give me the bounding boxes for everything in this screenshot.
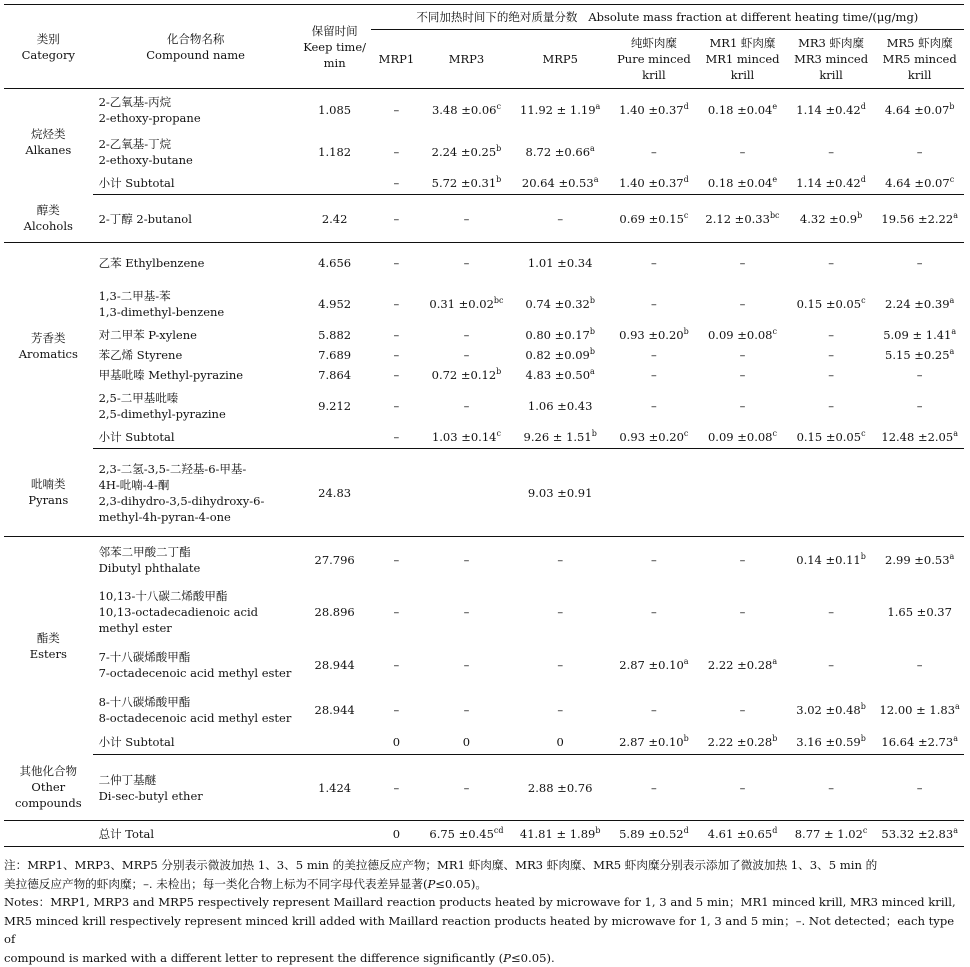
value-mrp1: –: [371, 689, 423, 731]
compound-name: 2,3-二氢-3,5-二羟基-6-甲基- 4H-吡喃-4-酮 2,3-dihydro-3,5-dihydroxy-6- methyl-4h-pyran-4-one: [93, 449, 299, 537]
category-cell: 其他化合物 Other compounds: [4, 755, 93, 821]
value-pure-krill: 0.93 ±0.20$^c$: [610, 427, 699, 449]
data-table: [4, 4, 964, 847]
value-mr1-krill: [698, 449, 787, 537]
compound-name: 总计 Total: [93, 821, 299, 847]
compound-name: 乙苯 Ethylbenzene: [93, 243, 299, 283]
value-mrp1: –: [371, 427, 423, 449]
value-pure-krill: –: [610, 283, 699, 325]
keep-time: 7.689: [299, 345, 371, 365]
value-mr1-krill: 0.09 ±0.08$^c$: [698, 325, 787, 345]
value-mrp1: –: [371, 195, 423, 243]
value-pure-krill: 1.40 ±0.37$^d$: [610, 173, 699, 195]
value-mr1-krill: –: [698, 365, 787, 385]
value-pure-krill: –: [610, 537, 699, 583]
table-row: [4, 131, 964, 173]
value-mr1-krill: –: [698, 283, 787, 325]
value-mr3-krill: 3.16 ±0.59$^b$: [787, 731, 876, 755]
value-mr1-krill: –: [698, 243, 787, 283]
compound-name: 2,5-二甲基吡嗪 2,5-dimethyl-pyrazine: [93, 385, 299, 427]
value-mr5-krill: 5.09 ± 1.41$^a$: [875, 325, 964, 345]
category-cell: [4, 821, 93, 847]
value-mrp3: –: [422, 537, 511, 583]
value-pure-krill: 2.87 ±0.10$^a$: [610, 641, 699, 689]
compound-name: 苯乙烯 Styrene: [93, 345, 299, 365]
value-pure-krill: 0.93 ±0.20$^b$: [610, 325, 699, 345]
keep-time: 9.212: [299, 385, 371, 427]
value-mrp3: –: [422, 243, 511, 283]
table-row: [4, 731, 964, 755]
compound-name: 小计 Subtotal: [93, 427, 299, 449]
value-mrp1: 0: [371, 731, 423, 755]
value-mrp5: –: [511, 641, 610, 689]
compound-name: 2-丁醇 2-butanol: [93, 195, 299, 243]
header-mass-fraction: 不同加热时间下的绝对质量分数 Absolute mass fraction at different heating time/(μg/mg): [371, 5, 964, 30]
table-row: [4, 325, 964, 345]
value-mr5-krill: [875, 449, 964, 537]
keep-time: [299, 173, 371, 195]
header-pure-krill: 纯虾肉糜 Pure minced krill: [610, 30, 699, 89]
compound-name: 10,13-十八碳二烯酸甲酯 10,13-octadecadienoic acid methyl ester: [93, 583, 299, 641]
value-mr5-krill: 12.48 ±2.05$^a$: [875, 427, 964, 449]
compound-name: 7-十八碳烯酸甲酯 7-octadecenoic acid methyl ester: [93, 641, 299, 689]
value-mr5-krill: –: [875, 243, 964, 283]
value-mr1-krill: –: [698, 345, 787, 365]
category-cell: 酯类 Esters: [4, 537, 93, 755]
value-pure-krill: –: [610, 131, 699, 173]
value-mrp3: –: [422, 689, 511, 731]
value-mrp3: –: [422, 385, 511, 427]
compound-name: 小计 Subtotal: [93, 731, 299, 755]
value-mr5-krill: –: [875, 131, 964, 173]
value-mr3-krill: –: [787, 755, 876, 821]
value-pure-krill: 2.87 ±0.10$^b$: [610, 731, 699, 755]
compound-name: 2-乙氧基-丙烷 2-ethoxy-propane: [93, 89, 299, 131]
value-mr3-krill: [787, 449, 876, 537]
value-mr5-krill: 2.24 ±0.39$^a$: [875, 283, 964, 325]
value-mr1-krill: 2.22 ±0.28$^a$: [698, 641, 787, 689]
keep-time: [299, 427, 371, 449]
category-cell: 醇类 Alcohols: [4, 195, 93, 243]
keep-time: 5.882: [299, 325, 371, 345]
value-mrp5: 8.72 ±0.66$^a$: [511, 131, 610, 173]
value-mrp3: [422, 449, 511, 537]
value-mr3-krill: –: [787, 325, 876, 345]
keep-time: 27.796: [299, 537, 371, 583]
header-mr5-krill: MR5 虾肉糜 MR5 minced krill: [875, 30, 964, 89]
value-pure-krill: –: [610, 385, 699, 427]
note-cn-line-1: 注：MRP1、MRP3、MRP5 分别表示微波加热 1、3、5 min 的美拉德反应产物；MR1 虾肉糜、MR3 虾肉糜、MR5 虾肉糜分别表示添加了微波加热 1、3、5 min 的: [4, 856, 966, 875]
compound-name: 2-乙氧基-丁烷 2-ethoxy-butane: [93, 131, 299, 173]
table-row: [4, 243, 964, 283]
header-mr1-krill: MR1 虾肉糜 MR1 minced krill: [698, 30, 787, 89]
value-mr3-krill: –: [787, 243, 876, 283]
value-mrp3: 1.03 ±0.14$^c$: [422, 427, 511, 449]
value-mr3-krill: 1.14 ±0.42$^d$: [787, 173, 876, 195]
value-mr1-krill: –: [698, 583, 787, 641]
value-mrp5: 1.06 ±0.43: [511, 385, 610, 427]
value-mrp1: –: [371, 345, 423, 365]
value-mrp3: –: [422, 195, 511, 243]
value-mr1-krill: 0.18 ±0.04$^e$: [698, 173, 787, 195]
value-mrp1: –: [371, 243, 423, 283]
value-mr5-krill: –: [875, 641, 964, 689]
value-mrp1: –: [371, 537, 423, 583]
note-en-line-3: compound is marked with a different letter to represent the difference significantly (P≤0.05).: [4, 949, 966, 967]
value-mrp1: –: [371, 89, 423, 131]
value-mr3-krill: 0.15 ±0.05$^c$: [787, 283, 876, 325]
table-row: [4, 537, 964, 583]
keep-time: [299, 731, 371, 755]
table-row: [4, 821, 964, 847]
header-mr3-krill: MR3 虾肉糜 MR3 minced krill: [787, 30, 876, 89]
value-mrp5: 0.74 ±0.32$^b$: [511, 283, 610, 325]
value-mr1-krill: 0.09 ±0.08$^c$: [698, 427, 787, 449]
value-pure-krill: –: [610, 243, 699, 283]
note-en-line-2: MR5 minced krill respectively represent minced krill added with Maillard reaction products heated by microwave for 1, 3 and 5 min；–. Not detected；each type of: [4, 912, 966, 949]
value-pure-krill: 5.89 ±0.52$^d$: [610, 821, 699, 847]
compound-name: 对二甲苯 P-xylene: [93, 325, 299, 345]
value-mrp5: 0.82 ±0.09$^b$: [511, 345, 610, 365]
value-mrp5: 0: [511, 731, 610, 755]
value-mrp5: 11.92 ± 1.19$^a$: [511, 89, 610, 131]
value-mr1-krill: –: [698, 537, 787, 583]
header-keep-time: 保留时间 Keep time/ min: [299, 5, 371, 89]
value-mr3-krill: –: [787, 385, 876, 427]
header-mrp3: MRP3: [422, 30, 511, 89]
keep-time: 24.83: [299, 449, 371, 537]
keep-time: 28.944: [299, 689, 371, 731]
keep-time: [299, 821, 371, 847]
value-mrp5: –: [511, 195, 610, 243]
table-row: [4, 449, 964, 537]
value-mrp5: 0.80 ±0.17$^b$: [511, 325, 610, 345]
keep-time: 28.896: [299, 583, 371, 641]
table-row: [4, 641, 964, 689]
keep-time: 2.42: [299, 195, 371, 243]
keep-time: 1.424: [299, 755, 371, 821]
table-row: [4, 89, 964, 131]
value-mrp5: 41.81 ± 1.89$^b$: [511, 821, 610, 847]
value-mrp5: 9.26 ± 1.51$^b$: [511, 427, 610, 449]
value-mr3-krill: –: [787, 345, 876, 365]
value-mr5-krill: 4.64 ±0.07$^b$: [875, 89, 964, 131]
value-mr1-krill: 2.12 ±0.33$^{bc}$: [698, 195, 787, 243]
value-mr1-krill: 0.18 ±0.04$^e$: [698, 89, 787, 131]
value-pure-krill: –: [610, 689, 699, 731]
value-mrp5: –: [511, 583, 610, 641]
value-mrp3: 3.48 ±0.06$^c$: [422, 89, 511, 131]
table-row: [4, 173, 964, 195]
value-mr5-krill: 16.64 ±2.73$^a$: [875, 731, 964, 755]
keep-time: 1.182: [299, 131, 371, 173]
value-mr1-krill: –: [698, 385, 787, 427]
header-mrp1: MRP1: [371, 30, 423, 89]
value-mr1-krill: 4.61 ±0.65$^d$: [698, 821, 787, 847]
value-mr5-krill: 12.00 ± 1.83$^a$: [875, 689, 964, 731]
table-row: [4, 345, 964, 365]
value-mr5-krill: –: [875, 755, 964, 821]
value-mr1-krill: –: [698, 755, 787, 821]
value-mrp1: –: [371, 583, 423, 641]
category-cell: 烷烃类 Alkanes: [4, 89, 93, 195]
value-mr3-krill: 0.14 ±0.11$^b$: [787, 537, 876, 583]
note-cn-line-2: 美拉德反应产物的虾肉糜；–. 未检出；每一类化合物上标为不同字母代表差异显著(P≤0.05)。: [4, 875, 966, 894]
value-mr1-krill: 2.22 ±0.28$^b$: [698, 731, 787, 755]
compound-name: 8-十八碳烯酸甲酯 8-octadecenoic acid methyl ester: [93, 689, 299, 731]
table-notes: [4, 856, 966, 967]
value-mr1-krill: –: [698, 689, 787, 731]
table-row: [4, 689, 964, 731]
value-mrp5: –: [511, 689, 610, 731]
keep-time: 4.656: [299, 243, 371, 283]
value-mr5-krill: 2.99 ±0.53$^a$: [875, 537, 964, 583]
value-mrp1: [371, 449, 423, 537]
value-mr3-krill: 0.15 ±0.05$^c$: [787, 427, 876, 449]
value-mr5-krill: 5.15 ±0.25$^a$: [875, 345, 964, 365]
value-mrp5: 4.83 ±0.50$^a$: [511, 365, 610, 385]
value-mr3-krill: –: [787, 131, 876, 173]
value-pure-krill: –: [610, 345, 699, 365]
value-mrp1: –: [371, 283, 423, 325]
value-mr1-krill: –: [698, 131, 787, 173]
value-mr5-krill: 4.64 ±0.07$^c$: [875, 173, 964, 195]
value-mrp5: –: [511, 537, 610, 583]
value-mr3-krill: –: [787, 583, 876, 641]
value-mr3-krill: 3.02 ±0.48$^b$: [787, 689, 876, 731]
value-mrp5: 1.01 ±0.34: [511, 243, 610, 283]
value-mr5-krill: 19.56 ±2.22$^a$: [875, 195, 964, 243]
value-mrp3: 0.72 ±0.12$^b$: [422, 365, 511, 385]
table-row: [4, 283, 964, 325]
value-mrp3: –: [422, 641, 511, 689]
value-mrp3: –: [422, 583, 511, 641]
value-mrp1: –: [371, 755, 423, 821]
value-mrp5: 20.64 ±0.53$^a$: [511, 173, 610, 195]
table-row: [4, 427, 964, 449]
table-row: [4, 583, 964, 641]
value-mr3-krill: –: [787, 641, 876, 689]
value-pure-krill: [610, 449, 699, 537]
value-mrp1: –: [371, 385, 423, 427]
value-mrp1: –: [371, 173, 423, 195]
value-mr5-krill: –: [875, 385, 964, 427]
value-mrp1: –: [371, 325, 423, 345]
value-pure-krill: –: [610, 365, 699, 385]
value-pure-krill: –: [610, 583, 699, 641]
compound-name: 二仲丁基醚 Di-sec-butyl ether: [93, 755, 299, 821]
value-mrp3: –: [422, 325, 511, 345]
value-pure-krill: 0.69 ±0.15$^c$: [610, 195, 699, 243]
table-row: [4, 385, 964, 427]
header-category: 类别 Category: [4, 5, 93, 89]
keep-time: 28.944: [299, 641, 371, 689]
value-mrp5: 9.03 ±0.91: [511, 449, 610, 537]
compound-name: 小计 Subtotal: [93, 173, 299, 195]
value-mrp3: 2.24 ±0.25$^b$: [422, 131, 511, 173]
compound-name: 邻苯二甲酸二丁酯 Dibutyl phthalate: [93, 537, 299, 583]
value-mrp5: 2.88 ±0.76: [511, 755, 610, 821]
value-mrp3: –: [422, 345, 511, 365]
value-mrp3: –: [422, 755, 511, 821]
keep-time: 1.085: [299, 89, 371, 131]
category-cell: 吡喃类 Pyrans: [4, 449, 93, 537]
value-mr3-krill: 4.32 ±0.9$^b$: [787, 195, 876, 243]
value-mr5-krill: –: [875, 365, 964, 385]
table-row: [4, 365, 964, 385]
value-mrp1: 0: [371, 821, 423, 847]
table-row: [4, 195, 964, 243]
value-mrp1: –: [371, 365, 423, 385]
value-mr3-krill: –: [787, 365, 876, 385]
value-mr5-krill: 53.32 ±2.83$^a$: [875, 821, 964, 847]
compound-name: 1,3-二甲基-苯 1,3-dimethyl-benzene: [93, 283, 299, 325]
compound-name: 甲基吡嗪 Methyl-pyrazine: [93, 365, 299, 385]
category-cell: 芳香类 Aromatics: [4, 243, 93, 449]
value-mrp3: 0.31 ±0.02$^{bc}$: [422, 283, 511, 325]
value-mrp3: 0: [422, 731, 511, 755]
value-mrp1: –: [371, 641, 423, 689]
keep-time: 7.864: [299, 365, 371, 385]
value-pure-krill: 1.40 ±0.37$^d$: [610, 89, 699, 131]
header-mrp5: MRP5: [511, 30, 610, 89]
header-compound: 化合物名称 Compound name: [93, 5, 299, 89]
value-mrp1: –: [371, 131, 423, 173]
note-en-line-1: Notes：MRP1, MRP3 and MRP5 respectively represent Maillard reaction products heated by microwave for 1, 3 and 5 min；MR1 minced krill, MR3 minced krill,: [4, 893, 966, 912]
value-pure-krill: –: [610, 755, 699, 821]
keep-time: 4.952: [299, 283, 371, 325]
value-mrp3: 6.75 ±0.45$^{cd}$: [422, 821, 511, 847]
table-body: [4, 89, 964, 847]
table-row: [4, 755, 964, 821]
value-mrp3: 5.72 ±0.31$^b$: [422, 173, 511, 195]
value-mr3-krill: 8.77 ± 1.02$^c$: [787, 821, 876, 847]
value-mr3-krill: 1.14 ±0.42$^d$: [787, 89, 876, 131]
value-mr5-krill: 1.65 ±0.37: [875, 583, 964, 641]
